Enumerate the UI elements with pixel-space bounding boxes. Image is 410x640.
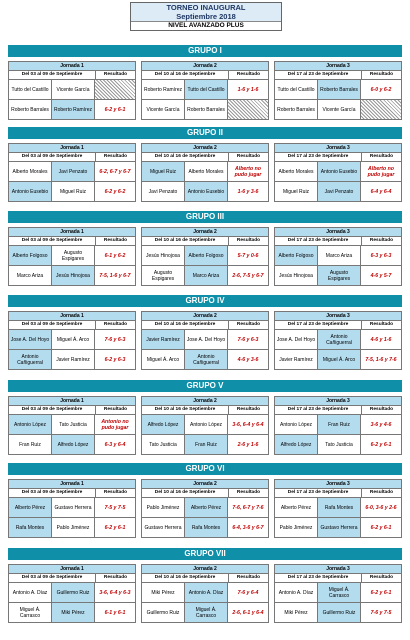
match-row bbox=[8, 518, 136, 538]
result-header: Resultado bbox=[236, 72, 261, 77]
result-header: Resultado bbox=[236, 575, 261, 580]
player-one: Tutto del Castillo bbox=[275, 80, 318, 99]
match-result: 6-2 y 6-1 bbox=[370, 441, 392, 448]
player-one: Gustavo Herrera bbox=[142, 518, 185, 537]
player-one: Miguel Ruiz bbox=[142, 162, 185, 181]
match-row bbox=[141, 266, 269, 286]
player-two: Tato Justicia bbox=[318, 435, 361, 454]
jornada-table bbox=[8, 479, 136, 538]
match-result: 6-2 y 6-2 bbox=[104, 188, 126, 195]
match-result: 6-1 y 6-2 bbox=[104, 252, 126, 259]
match-result: 7-6, 6-7 y 7-6 bbox=[232, 504, 264, 511]
match-row bbox=[274, 182, 402, 202]
jornada-header-row bbox=[8, 321, 136, 330]
match-result: 2-6, 6-1 y 6-4 bbox=[232, 609, 264, 616]
jornada-table bbox=[274, 479, 402, 538]
player-one: Tutto del Castillo bbox=[9, 80, 52, 99]
match-row bbox=[141, 415, 269, 435]
match-row bbox=[274, 435, 402, 455]
jornada-title: Jornada 3 bbox=[274, 479, 402, 489]
result-header: Resultado bbox=[103, 322, 128, 327]
player-one: Pablo Jiménez bbox=[142, 498, 185, 517]
jornada-title: Jornada 3 bbox=[274, 143, 402, 153]
jornada-table bbox=[141, 564, 269, 623]
player-two: Alberto Folgoso bbox=[185, 246, 228, 265]
jornada-title: Jornada 2 bbox=[141, 311, 269, 321]
jornada-table bbox=[8, 143, 136, 202]
player-one: Miguel Á. Carrasco bbox=[9, 603, 52, 622]
player-one: Miguel Á. Arco bbox=[142, 350, 185, 369]
player-two: Roberto Barrales bbox=[185, 100, 228, 119]
player-two: Miguel Ruiz bbox=[52, 182, 95, 201]
match-result: 4-6 y 1-6 bbox=[370, 336, 392, 343]
match-row bbox=[8, 415, 136, 435]
match-row bbox=[141, 80, 269, 100]
jornada-title: Jornada 3 bbox=[274, 227, 402, 237]
player-two: Rafa Montes bbox=[318, 498, 361, 517]
player-two: Antonio Eusebio bbox=[318, 162, 361, 181]
jornada-dates: Del 03 al 09 de Septiembre bbox=[9, 489, 96, 497]
match-row bbox=[141, 100, 269, 120]
player-two: Javier Ramírez bbox=[52, 350, 95, 369]
match-result: 3-6, 6-4 y 6-4 bbox=[232, 421, 264, 428]
player-one: Javi Penzato bbox=[142, 182, 185, 201]
match-result: 6-0, 3-6 y 2-6 bbox=[365, 504, 397, 511]
jornada-header-row bbox=[141, 237, 269, 246]
jornada-title: Jornada 1 bbox=[8, 564, 136, 574]
player-two: Gustavo Herrera bbox=[52, 498, 95, 517]
match-result: 2-6, 7-5 y 6-7 bbox=[232, 272, 264, 279]
jornada-dates: Del 03 al 09 de Septiembre bbox=[9, 321, 96, 329]
match-row bbox=[141, 246, 269, 266]
jornada-header-row bbox=[141, 71, 269, 80]
match-row bbox=[8, 330, 136, 350]
match-result: 2-6 y 1-6 bbox=[237, 441, 259, 448]
bye-result-cell bbox=[95, 80, 135, 99]
jornada-header-row bbox=[8, 489, 136, 498]
player-one: Jose A. Del Hoyo bbox=[275, 330, 318, 349]
match-row bbox=[141, 603, 269, 623]
result-header: Resultado bbox=[103, 238, 128, 243]
player-one: Marco Ariza bbox=[9, 266, 52, 285]
match-row bbox=[274, 100, 402, 120]
match-row bbox=[274, 162, 402, 182]
jornada-header-row bbox=[274, 153, 402, 162]
player-two: Antonio Eusebio bbox=[185, 182, 228, 201]
jornada-title: Jornada 1 bbox=[8, 311, 136, 321]
match-result: 3-6 y 4-6 bbox=[370, 421, 392, 428]
player-two: Antonio Cañiguerral bbox=[318, 330, 361, 349]
result-header: Resultado bbox=[236, 154, 261, 159]
player-two: Pablo Jiménez bbox=[52, 518, 95, 537]
jornada-header-row bbox=[274, 489, 402, 498]
player-two: Antonio Cañiguerral bbox=[185, 350, 228, 369]
match-result: 6-4 y 6-4 bbox=[370, 188, 392, 195]
jornada-dates: Del 03 al 09 de Septiembre bbox=[9, 406, 96, 414]
player-one: Guillermo Ruiz bbox=[142, 603, 185, 622]
jornada-title: Jornada 3 bbox=[274, 396, 402, 406]
jornada-dates: Del 17 al 23 de Septiembre bbox=[275, 406, 362, 414]
match-result: Antonio no pudo jugar bbox=[101, 418, 129, 431]
player-two: Marco Ariza bbox=[318, 246, 361, 265]
jornada-title: Jornada 1 bbox=[8, 479, 136, 489]
player-one: Tato Justicia bbox=[142, 435, 185, 454]
player-one: Rafa Montes bbox=[9, 518, 52, 537]
player-two: Augusto Espigares bbox=[52, 246, 95, 265]
jornada-table bbox=[141, 227, 269, 286]
result-header: Resultado bbox=[369, 238, 394, 243]
player-two: Guillermo Ruiz bbox=[52, 583, 95, 602]
group-title: GRUPO V bbox=[8, 380, 402, 392]
match-result: 6-2 y 6-1 bbox=[104, 524, 126, 531]
player-two: Tutto del Castillo bbox=[185, 80, 228, 99]
jornada-table bbox=[8, 396, 136, 455]
match-result: 6-3 y 6-3 bbox=[370, 252, 392, 259]
jornada-title: Jornada 1 bbox=[8, 227, 136, 237]
player-one: Antonio Cañiguerral bbox=[9, 350, 52, 369]
jornada-table bbox=[141, 61, 269, 120]
match-result: 1-6 y 1-6 bbox=[237, 86, 259, 93]
match-result: 6-3 y 6-4 bbox=[104, 441, 126, 448]
jornada-table bbox=[141, 479, 269, 538]
jornada-dates: Del 03 al 09 de Septiembre bbox=[9, 574, 96, 582]
result-header: Resultado bbox=[236, 490, 261, 495]
jornada-title: Jornada 3 bbox=[274, 61, 402, 71]
player-two: Javi Penzato bbox=[52, 162, 95, 181]
match-row bbox=[8, 603, 136, 623]
group-title: GRUPO III bbox=[8, 211, 402, 223]
result-header: Resultado bbox=[369, 72, 394, 77]
tournament-month: Septiembre 2018 bbox=[176, 12, 236, 21]
jornada-dates: Del 10 al 16 de Septiembre bbox=[142, 237, 229, 245]
group-title: GRUPO VII bbox=[8, 548, 402, 560]
jornada-table bbox=[141, 396, 269, 455]
result-header: Resultado bbox=[103, 154, 128, 159]
player-one: Antonio A. Díaz bbox=[9, 583, 52, 602]
player-one: Alberto Pérez bbox=[275, 498, 318, 517]
match-row bbox=[141, 583, 269, 603]
result-header: Resultado bbox=[236, 407, 261, 412]
match-result: 6-2 y 6-1 bbox=[370, 589, 392, 596]
player-two: Jesús Hinojosa bbox=[52, 266, 95, 285]
player-two: Miguel Á. Carrasco bbox=[318, 583, 361, 602]
match-row bbox=[8, 182, 136, 202]
match-row bbox=[8, 100, 136, 120]
player-one: Javier Ramírez bbox=[142, 330, 185, 349]
jornada-header-row bbox=[141, 406, 269, 415]
group-title: GRUPO VI bbox=[8, 463, 402, 475]
player-two: Jose A. Del Hoyo bbox=[185, 330, 228, 349]
jornada-dates: Del 10 al 16 de Septiembre bbox=[142, 489, 229, 497]
jornada-dates: Del 17 al 23 de Septiembre bbox=[275, 237, 362, 245]
player-one: Alberto Folgoso bbox=[275, 246, 318, 265]
match-result: 6-2, 6-7 y 6-7 bbox=[99, 168, 131, 175]
jornada-header-row bbox=[8, 406, 136, 415]
jornada-header-row bbox=[8, 574, 136, 583]
jornada-header-row bbox=[8, 237, 136, 246]
player-one: Alberto Morales bbox=[9, 162, 52, 181]
jornada-header-row bbox=[8, 71, 136, 80]
player-two: Tato Justicia bbox=[52, 415, 95, 434]
jornada-dates: Del 17 al 23 de Septiembre bbox=[275, 321, 362, 329]
jornada-dates: Del 17 al 23 de Septiembre bbox=[275, 489, 362, 497]
match-result: 6-2 y 6-1 bbox=[370, 524, 392, 531]
match-row bbox=[8, 583, 136, 603]
match-result: 6-2 y 6-3 bbox=[104, 356, 126, 363]
jornada-dates: Del 17 al 23 de Septiembre bbox=[275, 574, 362, 582]
jornada-table bbox=[8, 61, 136, 120]
jornada-title: Jornada 3 bbox=[274, 564, 402, 574]
match-result: 6-0 y 6-2 bbox=[370, 86, 392, 93]
jornada-header-row bbox=[274, 321, 402, 330]
player-one: Alberto Pérez bbox=[9, 498, 52, 517]
tournament-level: NIVEL AVANZADO PLUS bbox=[131, 21, 281, 30]
player-one: Antonio Eusebio bbox=[9, 182, 52, 201]
jornada-title: Jornada 2 bbox=[141, 479, 269, 489]
match-row bbox=[274, 498, 402, 518]
jornada-title: Jornada 2 bbox=[141, 143, 269, 153]
player-two: Miki Pérez bbox=[52, 603, 95, 622]
player-one: Pablo Jiménez bbox=[275, 518, 318, 537]
match-row bbox=[141, 518, 269, 538]
player-one: Jesús Hinojosa bbox=[275, 266, 318, 285]
tournament-header bbox=[130, 2, 282, 31]
result-header: Resultado bbox=[103, 407, 128, 412]
player-two: Guillermo Ruiz bbox=[318, 603, 361, 622]
jornada-table bbox=[274, 311, 402, 370]
jornada-dates: Del 10 al 16 de Septiembre bbox=[142, 321, 229, 329]
match-result: 7-6 y 7-5 bbox=[370, 609, 392, 616]
match-row bbox=[274, 330, 402, 350]
player-one: Jose A. Del Hoyo bbox=[9, 330, 52, 349]
match-row bbox=[274, 603, 402, 623]
result-header: Resultado bbox=[236, 238, 261, 243]
jornada-title: Jornada 2 bbox=[141, 61, 269, 71]
jornada-title: Jornada 3 bbox=[274, 311, 402, 321]
result-header: Resultado bbox=[369, 154, 394, 159]
match-result: 4-6 y 3-6 bbox=[237, 356, 259, 363]
player-two: Javi Penzato bbox=[318, 182, 361, 201]
player-two: Antonio López bbox=[185, 415, 228, 434]
player-one: Fran Ruiz bbox=[9, 435, 52, 454]
result-header: Resultado bbox=[369, 322, 394, 327]
bye-result-cell bbox=[228, 100, 268, 119]
player-one: Alberto Folgoso bbox=[9, 246, 52, 265]
match-row bbox=[8, 80, 136, 100]
match-row bbox=[8, 350, 136, 370]
match-row bbox=[8, 162, 136, 182]
player-one: Antonio López bbox=[9, 415, 52, 434]
match-row bbox=[274, 415, 402, 435]
group-title: GRUPO II bbox=[8, 127, 402, 139]
match-row bbox=[274, 80, 402, 100]
jornada-dates: Del 10 al 16 de Septiembre bbox=[142, 153, 229, 161]
jornada-dates: Del 10 al 16 de Septiembre bbox=[142, 406, 229, 414]
player-two: Vicente García bbox=[318, 100, 361, 119]
player-one: Antonio A. Díaz bbox=[275, 583, 318, 602]
jornada-header-row bbox=[274, 574, 402, 583]
player-one: Augusto Espigares bbox=[142, 266, 185, 285]
player-two: Roberto Barrales bbox=[318, 80, 361, 99]
match-result: 6-2 y 6-1 bbox=[104, 106, 126, 113]
player-one: Jesús Hinojosa bbox=[142, 246, 185, 265]
match-result: 5-7 y 0-6 bbox=[237, 252, 259, 259]
jornada-table bbox=[274, 396, 402, 455]
player-two: Augusto Espigares bbox=[318, 266, 361, 285]
jornada-header-row bbox=[141, 574, 269, 583]
jornada-dates: Del 10 al 16 de Septiembre bbox=[142, 574, 229, 582]
player-one: Roberto Barrales bbox=[9, 100, 52, 119]
group-title: GRUPO I bbox=[8, 45, 402, 57]
match-result: 7-5, 1-6 y 7-6 bbox=[365, 356, 397, 363]
player-one: Alberto Morales bbox=[275, 162, 318, 181]
player-one: Roberto Barrales bbox=[275, 100, 318, 119]
jornada-header-row bbox=[141, 321, 269, 330]
match-result: Alberto no pudo jugar bbox=[234, 165, 262, 178]
player-two: Roberto Ramírez bbox=[52, 100, 95, 119]
player-two: Marco Ariza bbox=[185, 266, 228, 285]
jornada-dates: Del 17 al 23 de Septiembre bbox=[275, 71, 362, 79]
player-one: Miki Pérez bbox=[275, 603, 318, 622]
result-header: Resultado bbox=[103, 72, 128, 77]
player-two: Alberto Pérez bbox=[185, 498, 228, 517]
jornada-table bbox=[274, 564, 402, 623]
jornada-header-row bbox=[141, 153, 269, 162]
jornada-title: Jornada 2 bbox=[141, 396, 269, 406]
match-result: 6-1 y 6-1 bbox=[104, 609, 126, 616]
match-row bbox=[8, 266, 136, 286]
jornada-title: Jornada 2 bbox=[141, 564, 269, 574]
player-one: Miki Pérez bbox=[142, 583, 185, 602]
match-result: 7-6 y 6-3 bbox=[237, 336, 259, 343]
match-result: 6-4, 3-6 y 6-7 bbox=[232, 524, 264, 531]
jornada-header-row bbox=[274, 71, 402, 80]
match-row bbox=[8, 498, 136, 518]
match-row bbox=[141, 182, 269, 202]
jornada-header-row bbox=[274, 237, 402, 246]
jornada-header-row bbox=[141, 489, 269, 498]
match-row bbox=[274, 266, 402, 286]
jornada-table bbox=[274, 227, 402, 286]
jornada-table bbox=[8, 311, 136, 370]
player-one: Javier Ramírez bbox=[275, 350, 318, 369]
jornada-dates: Del 03 al 09 de Septiembre bbox=[9, 153, 96, 161]
result-header: Resultado bbox=[103, 490, 128, 495]
match-result: 4-6 y 5-7 bbox=[370, 272, 392, 279]
player-two: Miguel Á. Arco bbox=[52, 330, 95, 349]
jornada-header-row bbox=[274, 406, 402, 415]
player-two: Vicente García bbox=[52, 80, 95, 99]
player-one: Roberto Ramírez bbox=[142, 80, 185, 99]
player-one: Alfredo López bbox=[142, 415, 185, 434]
jornada-table bbox=[8, 564, 136, 623]
player-two: Fran Ruiz bbox=[318, 415, 361, 434]
jornada-table bbox=[141, 311, 269, 370]
match-row bbox=[141, 162, 269, 182]
match-row bbox=[8, 435, 136, 455]
player-two: Antonio A. Díaz bbox=[185, 583, 228, 602]
player-two: Fran Ruiz bbox=[185, 435, 228, 454]
group-title: GRUPO IV bbox=[8, 295, 402, 307]
result-header: Resultado bbox=[369, 490, 394, 495]
jornada-header-row bbox=[8, 153, 136, 162]
match-result: 3-6, 6-4 y 6-3 bbox=[99, 589, 131, 596]
jornada-table bbox=[274, 143, 402, 202]
match-row bbox=[141, 350, 269, 370]
player-two: Alberto Morales bbox=[185, 162, 228, 181]
jornada-table bbox=[274, 61, 402, 120]
match-row bbox=[141, 498, 269, 518]
tournament-title: TORNEO INAUGURAL bbox=[166, 3, 246, 12]
match-row bbox=[274, 350, 402, 370]
player-two: Alfredo López bbox=[52, 435, 95, 454]
player-two: Rafa Montes bbox=[185, 518, 228, 537]
player-two: Miguel Á. Arco bbox=[318, 350, 361, 369]
match-row bbox=[274, 246, 402, 266]
player-two: Gustavo Herrera bbox=[318, 518, 361, 537]
player-one: Alfredo López bbox=[275, 435, 318, 454]
match-row bbox=[8, 246, 136, 266]
match-row bbox=[274, 583, 402, 603]
match-row bbox=[274, 518, 402, 538]
match-result: 7-6 y 6-3 bbox=[104, 336, 126, 343]
player-one: Vicente García bbox=[142, 100, 185, 119]
player-two: Miguel Á. Carrasco bbox=[185, 603, 228, 622]
jornada-title: Jornada 1 bbox=[8, 61, 136, 71]
result-header: Resultado bbox=[103, 575, 128, 580]
jornada-dates: Del 03 al 09 de Septiembre bbox=[9, 237, 96, 245]
result-header: Resultado bbox=[369, 575, 394, 580]
jornada-table bbox=[141, 143, 269, 202]
jornada-dates: Del 03 al 09 de Septiembre bbox=[9, 71, 96, 79]
match-row bbox=[141, 330, 269, 350]
match-result: 7-5, 1-6 y 6-7 bbox=[99, 272, 131, 279]
result-header: Resultado bbox=[369, 407, 394, 412]
jornada-dates: Del 17 al 23 de Septiembre bbox=[275, 153, 362, 161]
jornada-title: Jornada 1 bbox=[8, 396, 136, 406]
match-result: 1-6 y 3-6 bbox=[237, 188, 259, 195]
match-result: 7-6 y 6-4 bbox=[237, 589, 259, 596]
player-one: Antonio López bbox=[275, 415, 318, 434]
bye-result-cell bbox=[361, 100, 401, 119]
match-result: Alberto no pudo jugar bbox=[367, 165, 395, 178]
jornada-dates: Del 10 al 16 de Septiembre bbox=[142, 71, 229, 79]
player-one: Miguel Ruiz bbox=[275, 182, 318, 201]
jornada-table bbox=[8, 227, 136, 286]
match-result: 7-5 y 7-5 bbox=[104, 504, 126, 511]
result-header: Resultado bbox=[236, 322, 261, 327]
jornada-title: Jornada 1 bbox=[8, 143, 136, 153]
match-row bbox=[141, 435, 269, 455]
jornada-title: Jornada 2 bbox=[141, 227, 269, 237]
